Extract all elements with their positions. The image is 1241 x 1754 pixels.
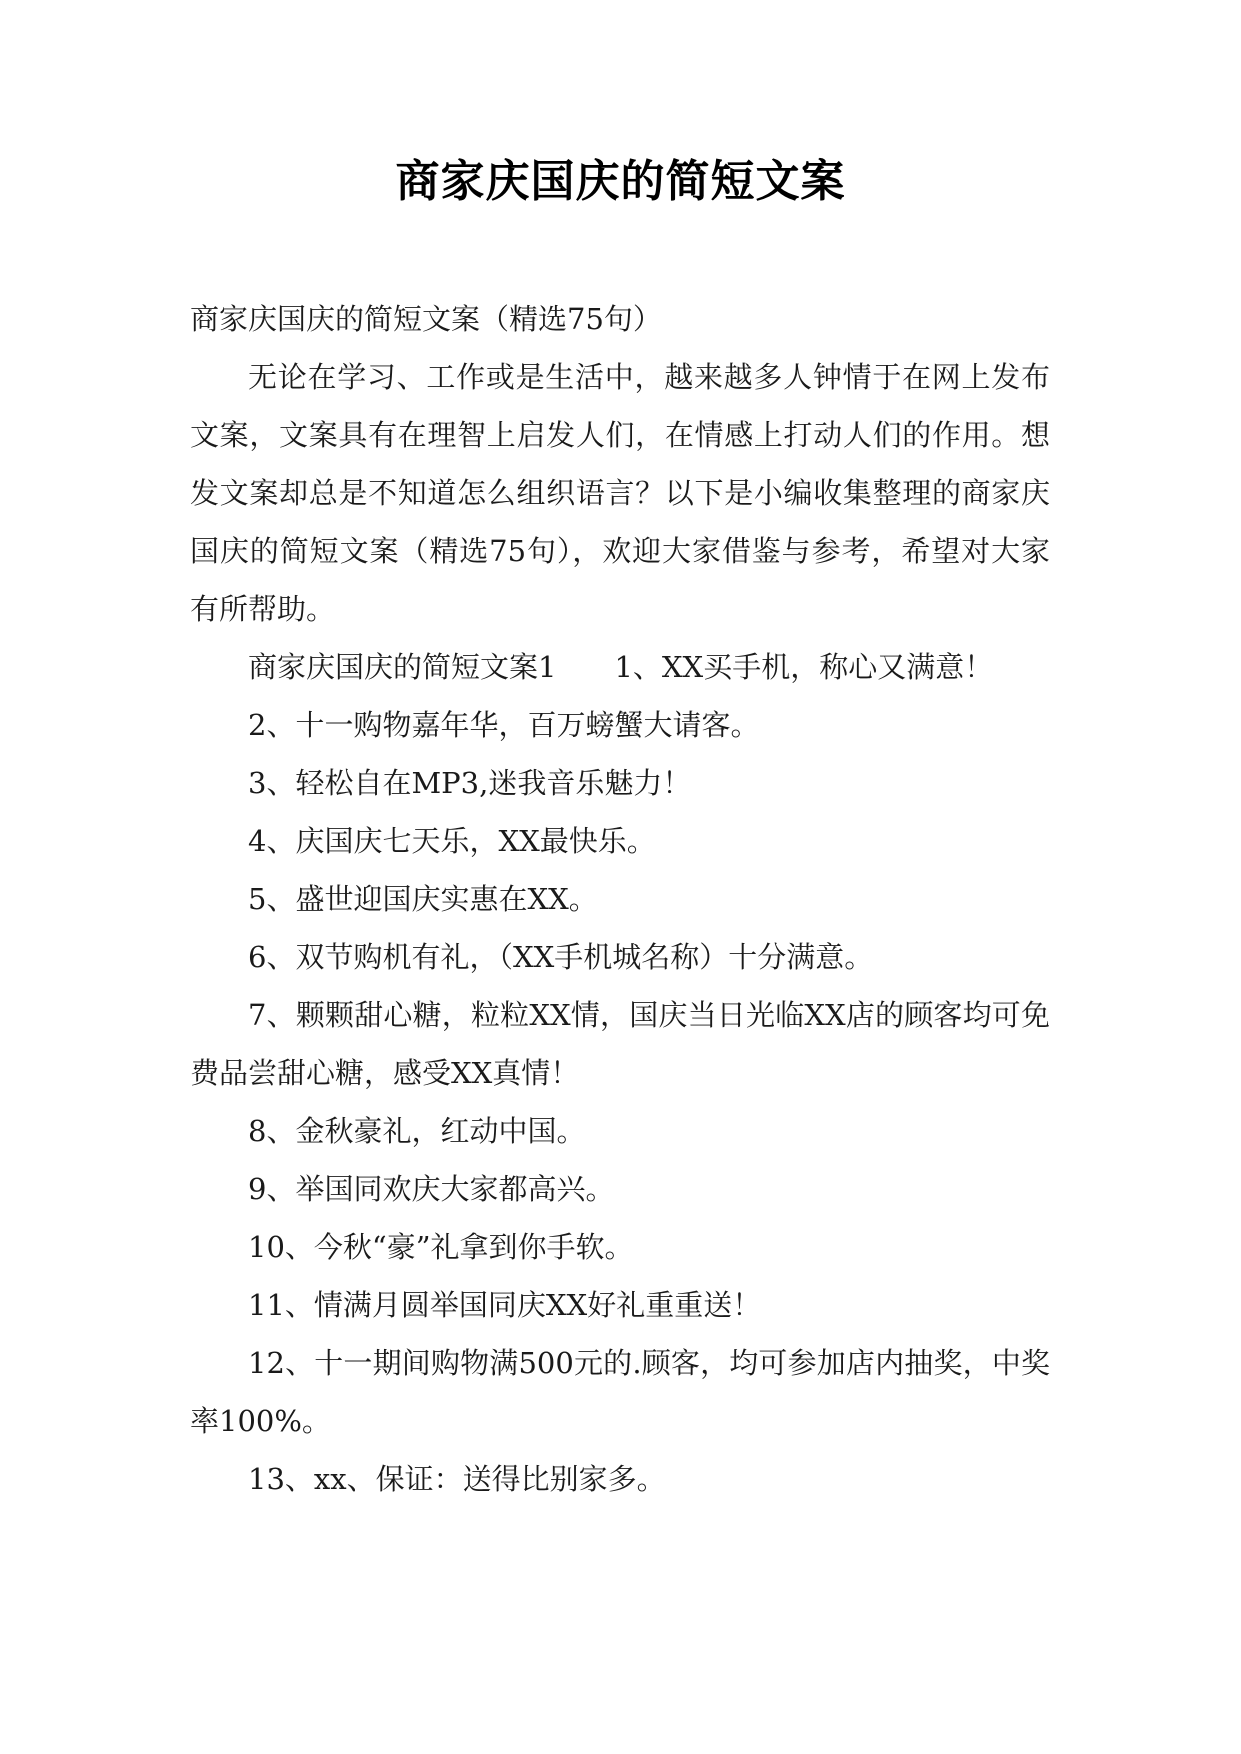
paragraph-subtitle: 商家庆国庆的简短文案（精选75句） <box>190 302 662 336</box>
list-item: 13、xx、保证：送得比别家多。 <box>248 1462 666 1496</box>
list-item: 3、轻松自在MP3,迷我音乐魅力！ <box>248 766 692 800</box>
list-item: 9、举国同欢庆大家都高兴。 <box>248 1172 615 1206</box>
list-item: 商家庆国庆的简短文案1 1、XX买手机，称心又满意！ <box>248 650 994 684</box>
paragraph-intro: 无论在学习、工作或是生活中，越来越多人钟情于在网上发布文案，文案具有在理智上启发人们，在情感上打动人们的作用。想发文案却总是不知道怎么组织语言？以下是小编收集整理的商家庆国庆的简短文案（精选75句），欢迎大家借鉴与参考，希望对大家有所帮助。 <box>190 360 1050 626</box>
list-item: 5、盛世迎国庆实惠在XX。 <box>248 882 598 916</box>
list-item: 12、十一期间购物满500元的.顾客，均可参加店内抽奖，中奖率100%。 <box>190 1346 1050 1438</box>
list-item: 7、颗颗甜心糖，粒粒XX情，国庆当日光临XX店的顾客均可免费品尝甜心糖，感受XX真情！ <box>190 998 1050 1090</box>
list-item: 4、庆国庆七天乐，XX最快乐。 <box>248 824 656 858</box>
list-item: 10、今秋“豪”礼拿到你手软。 <box>248 1230 634 1264</box>
list-item: 6、双节购机有礼，（XX手机城名称）十分满意。 <box>248 940 874 974</box>
list-item: 11、情满月圆举国同庆XX好礼重重送！ <box>248 1288 762 1322</box>
list-item: 2、十一购物嘉年华，百万螃蟹大请客。 <box>248 708 760 742</box>
document-body <box>190 290 1050 1508</box>
document-title: 商家庆国庆的简短文案 <box>395 156 846 207</box>
list-item: 8、金秋豪礼，红动中国。 <box>248 1114 586 1148</box>
